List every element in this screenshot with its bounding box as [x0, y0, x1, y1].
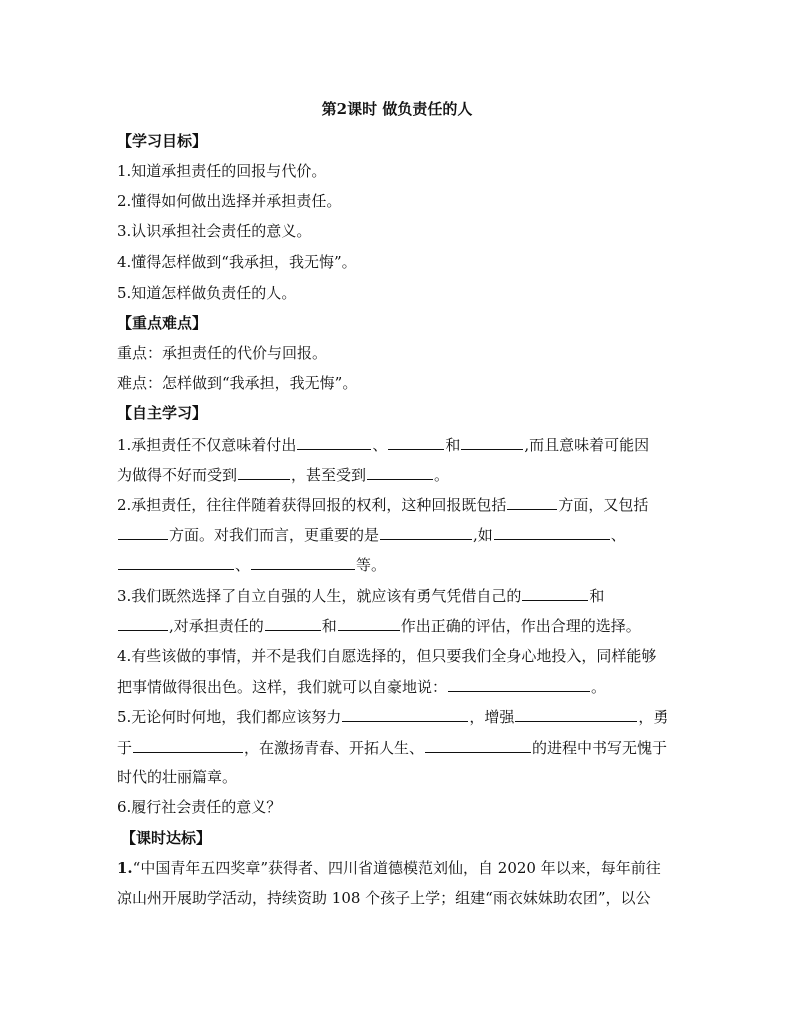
answer-blank[interactable]: [118, 524, 168, 540]
question-2-line-2: [117, 524, 626, 546]
question-text: 于: [117, 739, 133, 757]
question-text: 获得者、四川省道德模范刘仙，自 2020 年以来，每年前往: [268, 859, 661, 877]
answer-blank[interactable]: [494, 524, 610, 540]
question-text: ,而且意味着可能因: [524, 436, 650, 454]
goal-item: 2.懂得如何做出选择并承担责任。: [117, 192, 342, 210]
answer-blank[interactable]: [238, 464, 290, 480]
answer-blank[interactable]: [265, 615, 321, 631]
answer-blank[interactable]: [297, 434, 371, 450]
section-heading-practice: 【课时达标】: [121, 829, 212, 847]
answer-blank[interactable]: [133, 737, 243, 753]
section-heading-self-study: 【自主学习】: [117, 404, 208, 422]
goal-item: 1.知道承担责任的回报与代价。: [117, 162, 327, 180]
section-heading-goals: 【学习目标】: [117, 132, 208, 150]
question-3-line-1: [117, 585, 604, 607]
question-1-line-1: [117, 434, 649, 456]
question-4-line-1: 4.有些该做的事情，并不是我们自愿选择的，但只要我们全身心地投入，同样能够: [117, 647, 657, 665]
question-text: 方面。对我们而言，更重要的是: [169, 526, 380, 544]
goal-item: 3.认识承担社会责任的意义。: [117, 222, 312, 240]
question-text: ，在激扬青春、开拓人生、: [244, 739, 425, 757]
question-4-line-2: [117, 676, 606, 698]
question-text: 2.承担责任，往往伴随着获得回报的权利，这种回报既包括: [117, 496, 507, 514]
section-heading-key: 【重点难点】: [117, 314, 208, 332]
question-text: ,如: [473, 526, 493, 544]
question-text: ，甚至受到: [291, 466, 367, 484]
question-text: 1.承担责任不仅意味着付出: [117, 436, 297, 454]
answer-blank[interactable]: [380, 524, 472, 540]
question-text: 为做得不好而受到: [117, 466, 238, 484]
question-text: 和: [589, 587, 605, 605]
practice-1-line-1: [117, 858, 661, 880]
key-point: 重点：承担责任的代价与回报。: [117, 344, 328, 362]
answer-blank[interactable]: [461, 434, 523, 450]
question-text: 5.无论何时何地，我们都应该努力: [117, 708, 342, 726]
page-title: 第2课时 做负责任的人: [321, 100, 473, 118]
question-text: 3.我们既然选择了自立自强的人生，就应该有勇气凭借自己的: [117, 587, 522, 605]
question-5-line-1: [117, 706, 668, 728]
question-text: 、: [610, 526, 626, 544]
question-text: 和: [445, 436, 461, 454]
answer-blank[interactable]: [388, 434, 444, 450]
question-text: 、: [372, 436, 388, 454]
goal-item: 4.懂得怎样做到“我承担，我无悔”。: [117, 253, 357, 271]
answer-blank[interactable]: [515, 706, 637, 722]
question-5-line-3: 时代的壮丽篇章。: [117, 768, 238, 786]
question-text: 把事情做得很出色。这样，我们就可以自豪地说：: [117, 678, 448, 696]
award-name: “中国青年五四奖章”: [132, 859, 269, 877]
question-text: 等。: [356, 556, 387, 574]
question-text: ,对承担责任的: [169, 617, 264, 635]
answer-blank[interactable]: [425, 737, 531, 753]
answer-blank[interactable]: [342, 706, 468, 722]
answer-blank[interactable]: [251, 554, 355, 570]
question-text: 。: [591, 678, 607, 696]
question-text: 。: [434, 466, 450, 484]
answer-blank[interactable]: [507, 494, 557, 510]
question-text: 、: [235, 556, 251, 574]
question-2-line-3: [117, 554, 386, 576]
question-6: 6.履行社会责任的意义？: [117, 798, 282, 816]
question-text: 方面，又包括: [558, 496, 649, 514]
question-1-line-2: [117, 464, 449, 486]
answer-blank[interactable]: [338, 615, 400, 631]
question-text: ，增强: [469, 708, 515, 726]
goal-item: 5.知道怎样做负责任的人。: [117, 284, 297, 302]
question-text: ，勇: [638, 708, 669, 726]
question-number: 1.: [117, 859, 133, 877]
question-3-line-2: [117, 615, 641, 637]
question-text: 和: [321, 617, 337, 635]
question-5-line-2: [117, 737, 667, 759]
answer-blank[interactable]: [118, 554, 234, 570]
answer-blank[interactable]: [448, 676, 590, 692]
answer-blank[interactable]: [118, 615, 168, 631]
answer-blank[interactable]: [522, 585, 588, 601]
practice-1-line-2: 凉山州开展助学活动，持续资助 108 个孩子上学；组建“雨衣妹妹助农团”，以公: [117, 889, 651, 907]
key-point: 难点：怎样做到“我承担，我无悔”。: [117, 374, 358, 392]
answer-blank[interactable]: [367, 464, 433, 480]
question-2-line-1: [117, 494, 648, 516]
question-text: 的进程中书写无愧于: [532, 739, 668, 757]
question-text: 作出正确的评估，作出合理的选择。: [400, 617, 641, 635]
